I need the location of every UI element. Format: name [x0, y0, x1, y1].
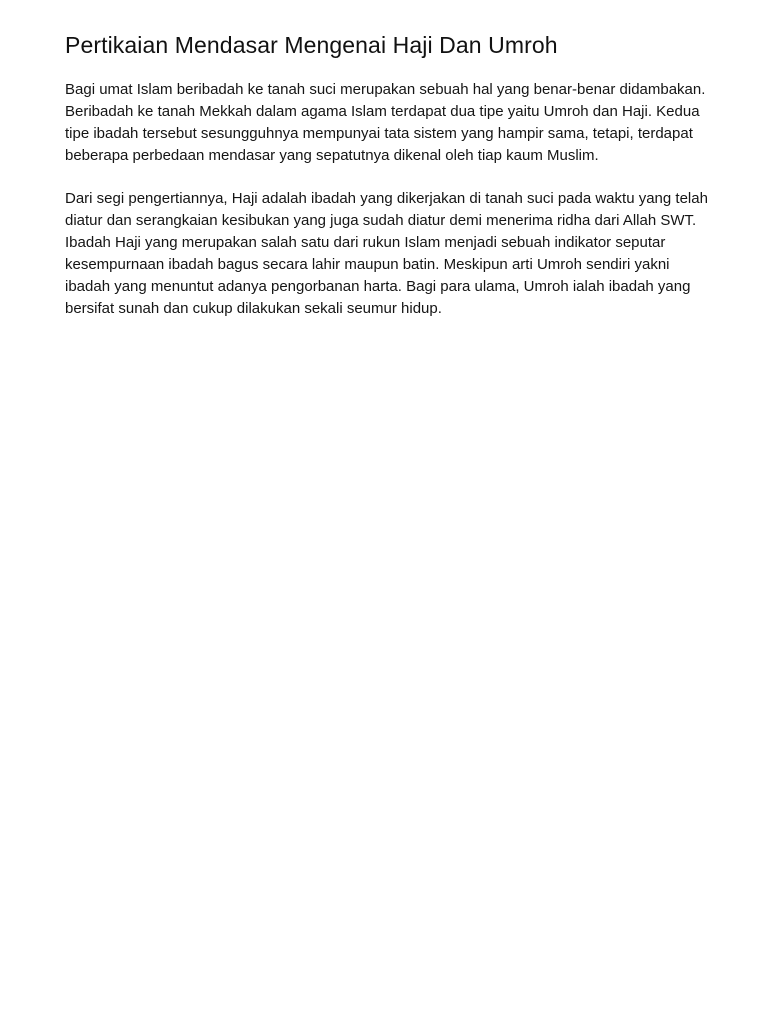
paragraph-intro: Bagi umat Islam beribadah ke tanah suci merupakan sebuah hal yang benar-benar didambakan. Beribadah ke tanah Mekkah dalam agama Islam terdapat dua tipe yaitu Umroh dan Haji. Kedua tipe ibadah tersebut sesungguhnya mempunyai tata sistem yang hampir sama, tetapi, terdapat beberapa perbedaan mendasar yang sepatutnya dikenal oleh tiap kaum Muslim. [65, 81, 706, 164]
document-title: Pertikaian Mendasar Mengenai Haji Dan Umroh [65, 32, 558, 58]
paragraph-definition: Dari segi pengertiannya, Haji adalah ibadah yang dikerjakan di tanah suci pada waktu yang telah diatur dan serangkaian kesibukan yang juga sudah diatur demi menerima ridha dari Allah SWT. Ibadah Haji yang merupakan salah satu dari rukun Islam menjadi sebuah indikator seputar kesempurnaan ibadah bagus secara lahir maupun batin. Meskipun arti Umroh sendiri yakni ibadah yang menuntut adanya pengorbanan harta. Bagi para ulama, Umroh ialah ibadah yang bersifat sunah dan cukup dilakukan sekali seumur hidup. [65, 190, 708, 317]
document-content [65, 30, 710, 320]
